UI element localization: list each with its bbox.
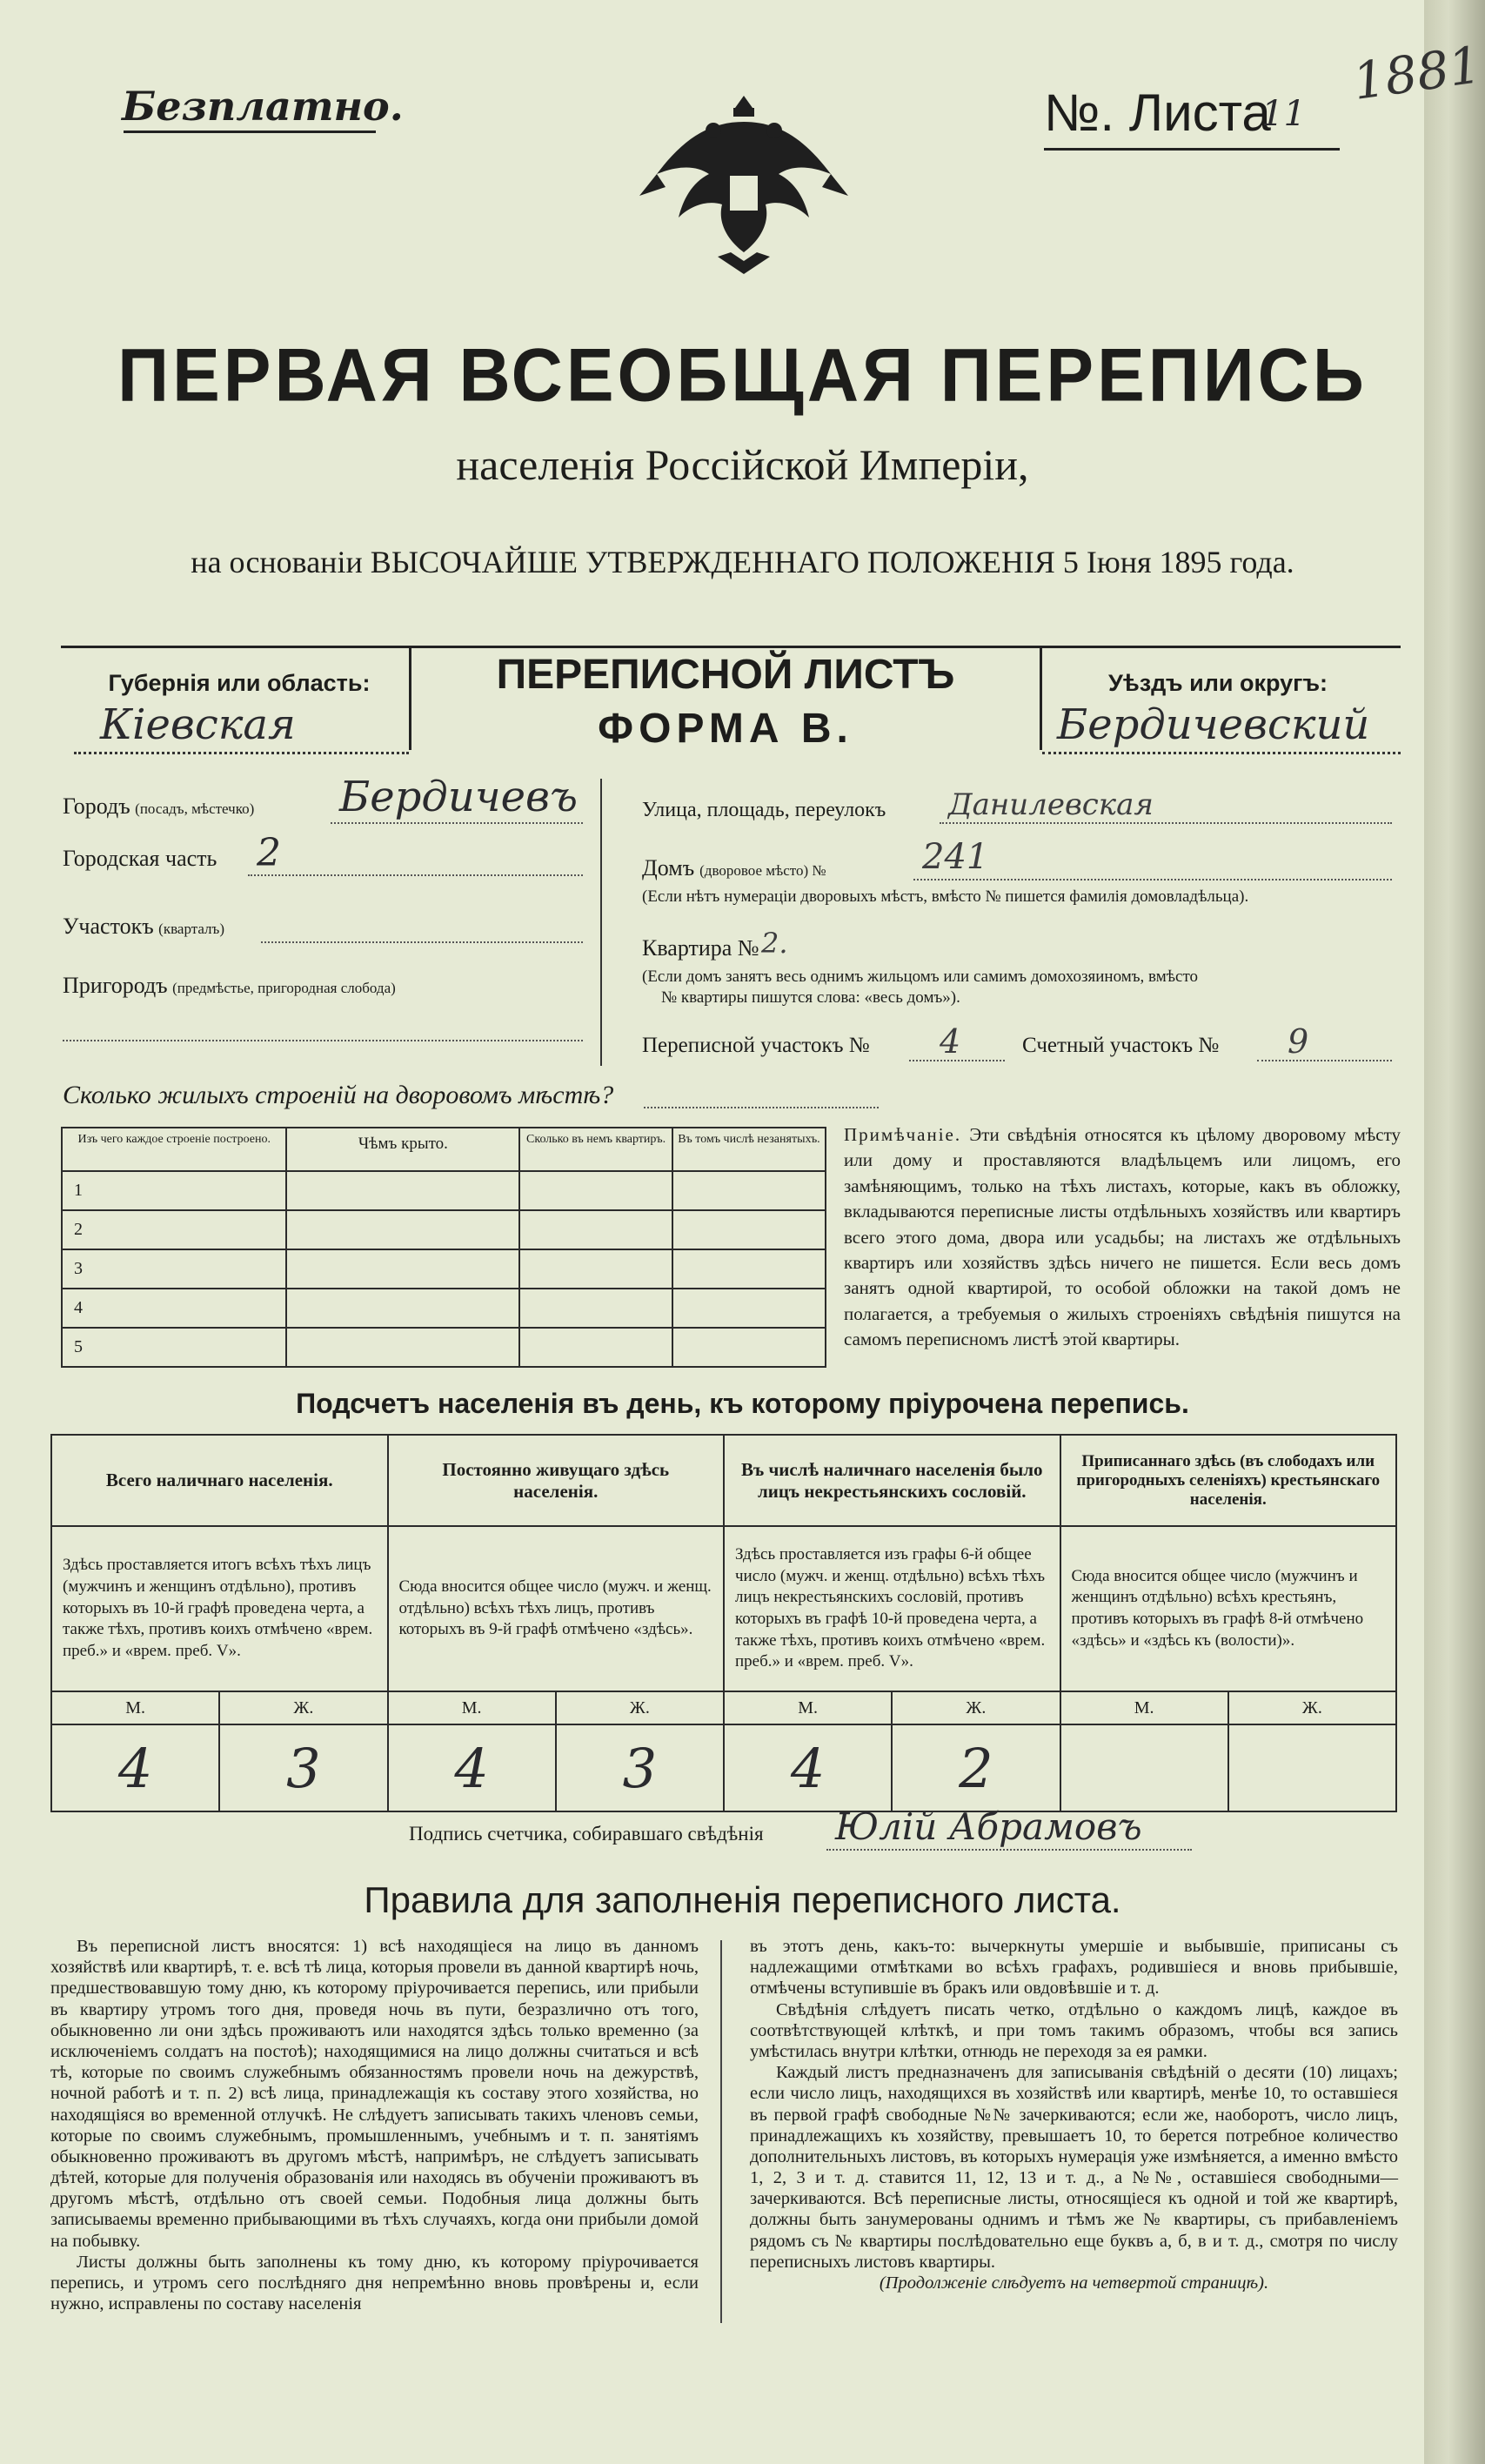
house-field: [642, 855, 826, 881]
pop-head-noble: Въ числѣ наличнаго населенія было лицъ некрестьянскихъ сословій.: [740, 1458, 1043, 1502]
pop-body-peasant: Сюда вносится общее число (мужчинъ и женщинъ отдѣльно) всѣхъ крестьянъ, противъ которыхъ въ графѣ 8-й отмѣчено «здѣсь» и «здѣсь къ (волости)».: [1071, 1566, 1364, 1650]
rules-paragraph: Въ переписной листъ вносятся: 1) всѣ находящіеся на лицо въ данномъ хозяйствѣ или квартирѣ, т. е. всѣ тѣ лица, которыя провели въ данной квартирѣ ночь, предшествовавшую тому дню, къ которому пріурочивается перепись, или прибыли въ квартиру утромъ того дня, проведя ночь въ пути, безразлично отъ того, обыкновенно ли они здѣсь проживаютъ или находятся здѣсь только временно (за исключеніемъ солдатъ на постоѣ); находящимися на лицо должны считаться и всѣ тѣ, которые по своимъ служебнымъ обязанностямъ провели ночь на дежурствѣ, ночной работѣ и т. п. 2) всѣ лица, принадлежащія къ составу этого хозяйства, но находящіяся во временной отлучкѣ. Не слѣдуетъ записывать такихъ членовъ семьи, которые по своимъ служебнымъ, промышленнымъ, учебнымъ и т. п. занятіямъ обыкновенно проживаютъ въ другомъ мѣстѣ, напримѣръ, не слѣдуетъ записывать дѣтей, которые для полученія образованія или находясь въ обученіи проживаютъ въ другомъ мѣстѣ, отдѣльно отъ своей семьи. Подобныя лица должны быть записываемы временно прибывающими въ тѣхъ случаяхъ, когда они прибыли домой на побывку.: [50, 1937, 699, 2251]
street-line: [940, 822, 1392, 824]
pop-permanent-female: 3: [556, 1724, 724, 1811]
row-number: 2: [74, 1220, 83, 1239]
form-divider-right: [1040, 646, 1042, 750]
free-label: Безплатно.: [122, 83, 404, 130]
buildings-question: Сколько жилыхъ строеній на дворовомъ мѣстѣ?: [63, 1081, 614, 1109]
pop-head-permanent: Постоянно живущаго здѣсь населенія.: [442, 1458, 670, 1502]
pop-f-label: Ж.: [556, 1691, 724, 1724]
pop-m-label: М.: [51, 1691, 219, 1724]
guberniya-label: Губернія или область:: [108, 670, 371, 696]
pop-body-total: Здѣсь проставляется итогъ всѣхъ тѣхъ лицъ (мужчинъ и женщинъ отдѣльно), противъ которыхъ въ 10-й графѣ проведена черта, а также тѣхъ, противъ коихъ отмѣчено «врем. преб.» и «врем. преб. V».: [63, 1556, 373, 1661]
free-underline: [124, 131, 376, 133]
house-label: Домъ: [642, 855, 695, 880]
signature-label: Подпись счетчика, собиравшаго свѣдѣнія: [409, 1823, 764, 1845]
buildings-row: [62, 1289, 286, 1328]
rules-paragraph: Свѣдѣнія слѣдуетъ писать четко, отдѣльно о каждомъ лицѣ, каждое въ соотвѣтствующей клѣткѣ, и при томъ такимъ образомъ, чтобы вся запись умѣстилась внутри клѣтки, отнюдь не переходя за ея рамки.: [750, 1999, 1398, 2061]
apartment-value: 2.: [761, 927, 788, 960]
suburb-field: [63, 973, 396, 999]
pop-head-total: Всего наличнаго населенія.: [105, 1470, 333, 1490]
rules-title: Правила для заполненія переписного листа.: [364, 1879, 1121, 1920]
pop-f-label: Ж.: [219, 1691, 387, 1724]
pop-body-permanent: Сюда вносится общее число (мужч. и женщ. отдѣльно) всѣхъ тѣхъ лицъ, противъ которыхъ въ 9-й графѣ отмѣчено «здѣсь».: [398, 1577, 712, 1639]
sheet-number-underline: [1044, 148, 1340, 151]
apartment-note-1: (Если домъ занятъ весь однимъ жильцомъ или самимъ домохозяиномъ, вмѣсто: [642, 968, 1199, 986]
buildings-row: [62, 1210, 286, 1249]
house-value: 241: [922, 837, 989, 877]
count-area-line: [1257, 1060, 1392, 1061]
pop-f-label: Ж.: [892, 1691, 1060, 1724]
city-line: [331, 822, 583, 824]
row-number: 3: [74, 1259, 83, 1278]
rules-paragraph: Каждый листъ предназначенъ для записыванія свѣдѣній о десяти (10) лицахъ; если число лицъ, находящихся въ хозяйствѣ или квартирѣ, менѣе 10, то оставшіеся въ первой графѣ свободные №№ зачеркиваются; если же, наоборотъ, число лицъ, принадлежащихъ къ хозяйству, превышаетъ 10, то берется потребное количество дополнительныхъ листовъ, въ которыхъ нумерація уже измѣняется, а именно вмѣсто 1, 2, 3 и т. д. ставится 11, 12, 13 и т. д., а №№, оставшіеся свободными—зачеркиваются. Всѣ переписные листы, относящіеся къ одной и той же квартирѣ, должны быть занумерованы однимъ и тѣмъ же № квартиры, съ прибавленіемъ рядомъ съ № квартиры послѣдовательно еще буквъ а, б, в и т. д., смотря по числу переписныхъ листовъ квартиры.: [750, 2063, 1398, 2272]
legal-basis: на основаніи ВЫСОЧАЙШЕ УТВЕРЖДЕННАГО ПОЛОЖЕНІЯ 5 Іюня 1895 года.: [191, 545, 1294, 579]
census-area-label: Переписной участокъ №: [642, 1034, 870, 1057]
page-title: ПЕРВАЯ ВСЕОБЩАЯ ПЕРЕПИСЬ: [117, 333, 1368, 418]
suburb-hint: (предмѣстье, пригородная слобода): [172, 980, 396, 996]
archive-number: 1881: [1348, 35, 1485, 111]
buildings-col-vacant: Въ томъ числѣ незанятыхъ.: [678, 1133, 820, 1146]
population-table: [50, 1434, 1397, 1812]
buildings-table: [61, 1127, 826, 1368]
house-hint: (дворовое мѣсто) №: [699, 862, 826, 879]
district-field: [63, 914, 224, 940]
pop-permanent-male: 4: [388, 1724, 556, 1811]
buildings-col-material: Изъ чего каждое строеніе построено.: [77, 1133, 271, 1146]
note-block: [844, 1122, 1401, 1353]
pop-total-female: 3: [219, 1724, 387, 1811]
suburb-label: Пригородъ: [63, 973, 168, 998]
uezd-underline: [1042, 750, 1401, 754]
page-subtitle: населенія Россійской Имперіи,: [456, 440, 1029, 489]
count-area-label: Счетный участокъ №: [1022, 1034, 1220, 1057]
district-hint: (кварталъ): [158, 921, 224, 937]
rules-divider: [720, 1940, 722, 2323]
city-label: Городъ: [63, 793, 130, 819]
district-label: Участокъ: [63, 914, 154, 939]
rules-continuation: (Продолженіе слѣдуетъ на четвертой страницѣ).: [879, 2273, 1269, 2293]
row-number: 4: [74, 1298, 83, 1317]
city-value: Бердичевъ: [339, 773, 578, 821]
city-part-label: Городская часть: [63, 846, 217, 871]
pop-m-label: М.: [1060, 1691, 1228, 1724]
city-field: [63, 793, 254, 820]
pop-m-label: М.: [724, 1691, 892, 1724]
uezd-label: Уѣздъ или округъ:: [1107, 670, 1328, 696]
buildings-row: [62, 1249, 286, 1289]
census-area-line: [909, 1060, 1005, 1061]
rules-left-column: [50, 1936, 699, 2314]
count-area-value: 9: [1288, 1022, 1309, 1061]
apartment-note-2: № квартиры пишутся слова: «весь домъ»).: [661, 988, 960, 1007]
signature-value: Юлій Абрамовъ: [835, 1805, 1142, 1848]
city-part-line: [248, 874, 583, 876]
uezd-value: Бердичевский: [1057, 700, 1370, 749]
buildings-col-flats: Сколько въ немъ квартиръ.: [526, 1133, 666, 1146]
street-label: Улица, площадь, переулокъ: [642, 799, 886, 821]
form-top-rule: [61, 646, 1401, 648]
pop-body-noble: Здѣсь проставляется изъ графы 6-й общее число (мужч. и женщ. отдѣльно) всѣхъ тѣхъ лицъ некрестьянскихъ сословій, противъ которыхъ въ графѣ 10-й проведена черта, а также тѣхъ, противъ коихъ отмѣчено «врем. преб.» и «врем. преб. V».: [735, 1544, 1046, 1671]
buildings-col-roof: Чѣмъ крыто.: [358, 1135, 448, 1153]
pop-total-male: 4: [51, 1724, 219, 1811]
house-note: (Если нѣтъ нумераціи дворовыхъ мѣстъ, вмѣсто № пишется фамилія домовладѣльца).: [642, 887, 1249, 906]
form-letter: ФОРМА В.: [598, 706, 853, 752]
note-title: Примѣчаніе.: [844, 1124, 962, 1145]
city-part-value: 2: [257, 831, 281, 875]
rules-paragraph: Листы должны быть заполнены къ тому дню, къ которому пріурочивается перепись, и утромъ сего послѣдняго дня непремѣнно вновь провѣрены и, если нужно, исправлены по составу населенія: [50, 2252, 699, 2314]
population-title: Подсчетъ населенія въ день, къ которому пріурочена перепись.: [296, 1388, 1189, 1419]
pop-noble-female: 2: [892, 1724, 1060, 1811]
pop-peasant-male: [1060, 1724, 1228, 1811]
rules-paragraph: въ этотъ день, какъ-то: вычеркнуты умершіе и выбывшіе, приписаны съ надлежащими отмѣтками во всѣхъ графахъ, родившіеся и вновь прибывшіе, отмѣчены вступившіе въ бракъ или овдовѣвшіе и т. д.: [750, 1937, 1398, 1999]
address-divider: [600, 779, 602, 1066]
city-hint: (посадъ, мѣстечко): [135, 800, 255, 817]
guberniya-value: Кiевская: [100, 700, 296, 749]
pop-peasant-female: [1228, 1724, 1396, 1811]
buildings-question-line: [644, 1107, 879, 1108]
pop-m-label: М.: [388, 1691, 556, 1724]
buildings-row: [62, 1171, 286, 1210]
note-text: Эти свѣдѣнія относятся къ цѣлому дворовому мѣсту или дому и проставляются владѣльцемъ или лицомъ, его замѣняющимъ, только на тѣхъ листахъ, которые, какъ въ обложку, вкладываются переписные листы отдѣльныхъ хозяйствъ или квартиръ всего этого дома, двора или усадьбы; на листахъ же отдѣльныхъ квартиръ или хозяйствъ здѣсь ничего не пишется. Если весь домъ занятъ одной квартирой, то особой обложки на такой домъ не полагается, а требуемыя о жилыхъ строеніяхъ свѣдѣнія пишутся на самомъ переписномъ листѣ этой квартиры.: [844, 1124, 1401, 1350]
row-number: 5: [74, 1337, 83, 1356]
buildings-row: [62, 1328, 286, 1367]
census-area-value: 4: [940, 1022, 961, 1061]
pop-f-label: Ж.: [1228, 1691, 1396, 1724]
suburb-line: [63, 1040, 583, 1041]
form-title: ПЕРЕПИСНОЙ ЛИСТЪ: [496, 652, 955, 698]
street-value: Данилевская: [948, 787, 1154, 822]
pop-noble-male: 4: [724, 1724, 892, 1811]
rules-right-column: [750, 1936, 1398, 2293]
signature-line: [826, 1849, 1192, 1851]
double-headed-eagle-emblem: [622, 78, 866, 287]
row-number: 1: [74, 1181, 83, 1200]
apartment-label: Квартира №: [642, 935, 759, 961]
sheet-number-value: 11: [1261, 94, 1306, 134]
house-line: [913, 879, 1392, 880]
guberniya-underline: [74, 750, 409, 754]
district-line: [261, 941, 583, 943]
sheet-number-label: №. Листа: [1044, 84, 1271, 142]
pop-head-peasant: Приписаннаго здѣсь (въ слободахъ или пригородныхъ селеніяхъ) крестьянскаго населенія.: [1076, 1451, 1381, 1509]
